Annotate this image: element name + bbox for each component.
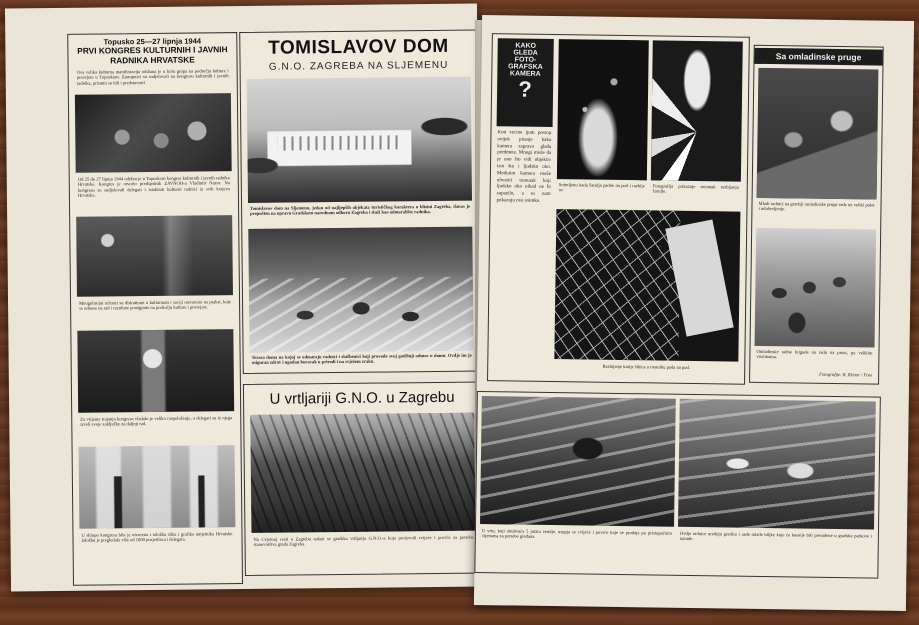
kongres-photo-speaker [76,215,233,297]
omladina-photo-brigade [755,228,877,348]
kongres-caption-2: Mnogobrojni referati su diskutirani u kulturnom i sociji ostvareno na praksi, koje se odnose na rad i rezultate postignute na području kulture i prosvjete. [79,299,232,312]
kamera-caption-3: Razbijanje kutije šibica u trenutku pada na pod. [602,363,691,370]
kamera-photo-matches [554,209,740,362]
vrtlarija-section [243,382,483,576]
omladina-section [749,45,884,385]
kongres-dateline: Topusko 25—27 lipnja 1944 [103,36,202,47]
kamera-caption-1: Snimljeno kada žarulja padne na pod i razbije se. [558,182,645,193]
omladina-photo-workers [757,68,879,200]
vrtlarija-2-photo-gardeners [678,399,876,530]
kamera-section [487,33,750,385]
kamera-line-4: GRAFSKA [508,63,543,71]
dom-subtitle: G.N.O. ZAGREBA NA SLJEMENU [268,59,449,73]
vrtlarija-title: U vrtljariji G.N.O. u Zagrebu [269,388,455,408]
vrtlarija-2-caption-2: Ovdje radnice uređuju gredice i sade mlade biljke koje će kasnije biti presađene u gradske parkove i nasade. [679,530,872,542]
kamera-photo-bulb [651,40,743,181]
right-page [474,15,914,611]
kongres-photo-exhibition [79,445,236,529]
kamera-line-3: FOTO- [514,56,537,64]
dom-section [239,30,481,374]
kongres-photo-audience [75,93,232,173]
kamera-question-mark: ? [518,76,533,102]
kamera-question-box [497,38,554,127]
vrtlarija-photo-greenhouse [250,413,475,533]
kongres-headline: PRVI KONGRES KULTURNIH I JAVNIH RADNIKA HRVATSKE [77,44,228,65]
vrtlarija-2-section [474,391,881,579]
dom-photo-terrace [248,227,473,353]
kamera-line-2: GLEDA [513,49,538,57]
kamera-line-5: KAMERA [509,70,541,78]
omladina-caption-1: Mladi radnici na gradnji omladinske pruge rade uz veliki polet i oduševljenje. [758,200,875,212]
dom-caption-2: Terasa doma na kojoj se odmaraju radnici i službenici koji provode svoj godišnji odmor u domu. Ovdje im je osiguran zdrav i ugodan boravak u prirodi i na svježem zraku. [251,352,472,366]
left-page [5,4,483,592]
omladina-credit: Fotografije: R. Klinar / Foto [819,371,873,378]
dom-title: TOMISLAVOV DOM [268,35,449,59]
kongres-column [67,32,243,586]
vrtlarija-2-caption-1: U vrtu, koji obuhvaća 5 jutara zemlje, uzgaja se cvijeće i povrće koje se prodaje po pristupačnim cijenama za potrebe građana. [481,528,672,540]
kamera-photo-splash [557,39,649,180]
dom-caption-1: Tomislavov dom na Sljemenu, jedan od najljepših objekata turističkog karaktera u blizini Zagreba, danas je prepušten na upravu Gradskom narodnom odboru Zagreba i služi kao odmaralište radnika. [250,203,471,217]
kongres-photo-presidium [77,329,234,413]
kongres-caption-3: Za vrijeme trajanja kongresa vladalo je veliko raspoloženje, a delegati su iz njega izveli svoje zaključke za daljnji rad. [80,415,233,428]
kamera-body-text: Kod većine ljudi postoji uvijek pitanje kako kamera zapravo gleda predmete. Mnogi misle da je ono što vidi objektiv isto što i ljudsko oko. Međutim kamera može uhvatiti trenutak koji ljudsko oko nikad ne bi zapazilo, a to nam pokazuju ove snimke. [496,130,552,204]
kongres-intro: Ova velika kulturna manifestacija održana je u kolu grupa na području kulture i prosvjete u Topuskom. Zastupnici su sudjelovali na kongresu kulturnih i javnih radnika, prisutni su bili i predstavnici [76,68,229,86]
kamera-caption-2: Fotografija prikazuje trenutak razbijanja žarulje. [652,183,739,195]
omladina-title: Sa omladinske pruge [754,48,882,66]
kongres-caption-4: U sklopu kongresa bila je otvorena i izložba slika i grafika umjetnika Hrvatske. Izložbu je pregledalo više od 1000 posjetilaca i delegata. [81,531,234,544]
vrtlarija-2-photo-beds [480,396,676,527]
dom-photo-building [247,77,472,203]
kamera-line-1: KAKO [515,42,537,50]
omladina-caption-2: Omladinske radne brigade na radu na pruzi, po velikim vrućinama. [756,348,873,360]
kongres-caption-1: Od 25 do 27 lipnja 1944 održan je u Topuskom kongres kulturnih i javnih radnika Hrvatske. Kongres je otvorio predsjednik ZAVNOH-a Vladimir Nazor. Na kongresu su sudjelovali delegati i istaknuti kulturni radnici iz svih krajeva Hrvatske. [77,175,230,198]
vrtlarija-caption: Na Cvjetnoj cesti u Zagrebu nalazi se gradska vrtljarija G.N.O.-a koja proizvodi cvijeće i povrće za potrebe stanovništva grada Zagreba. [253,534,474,548]
